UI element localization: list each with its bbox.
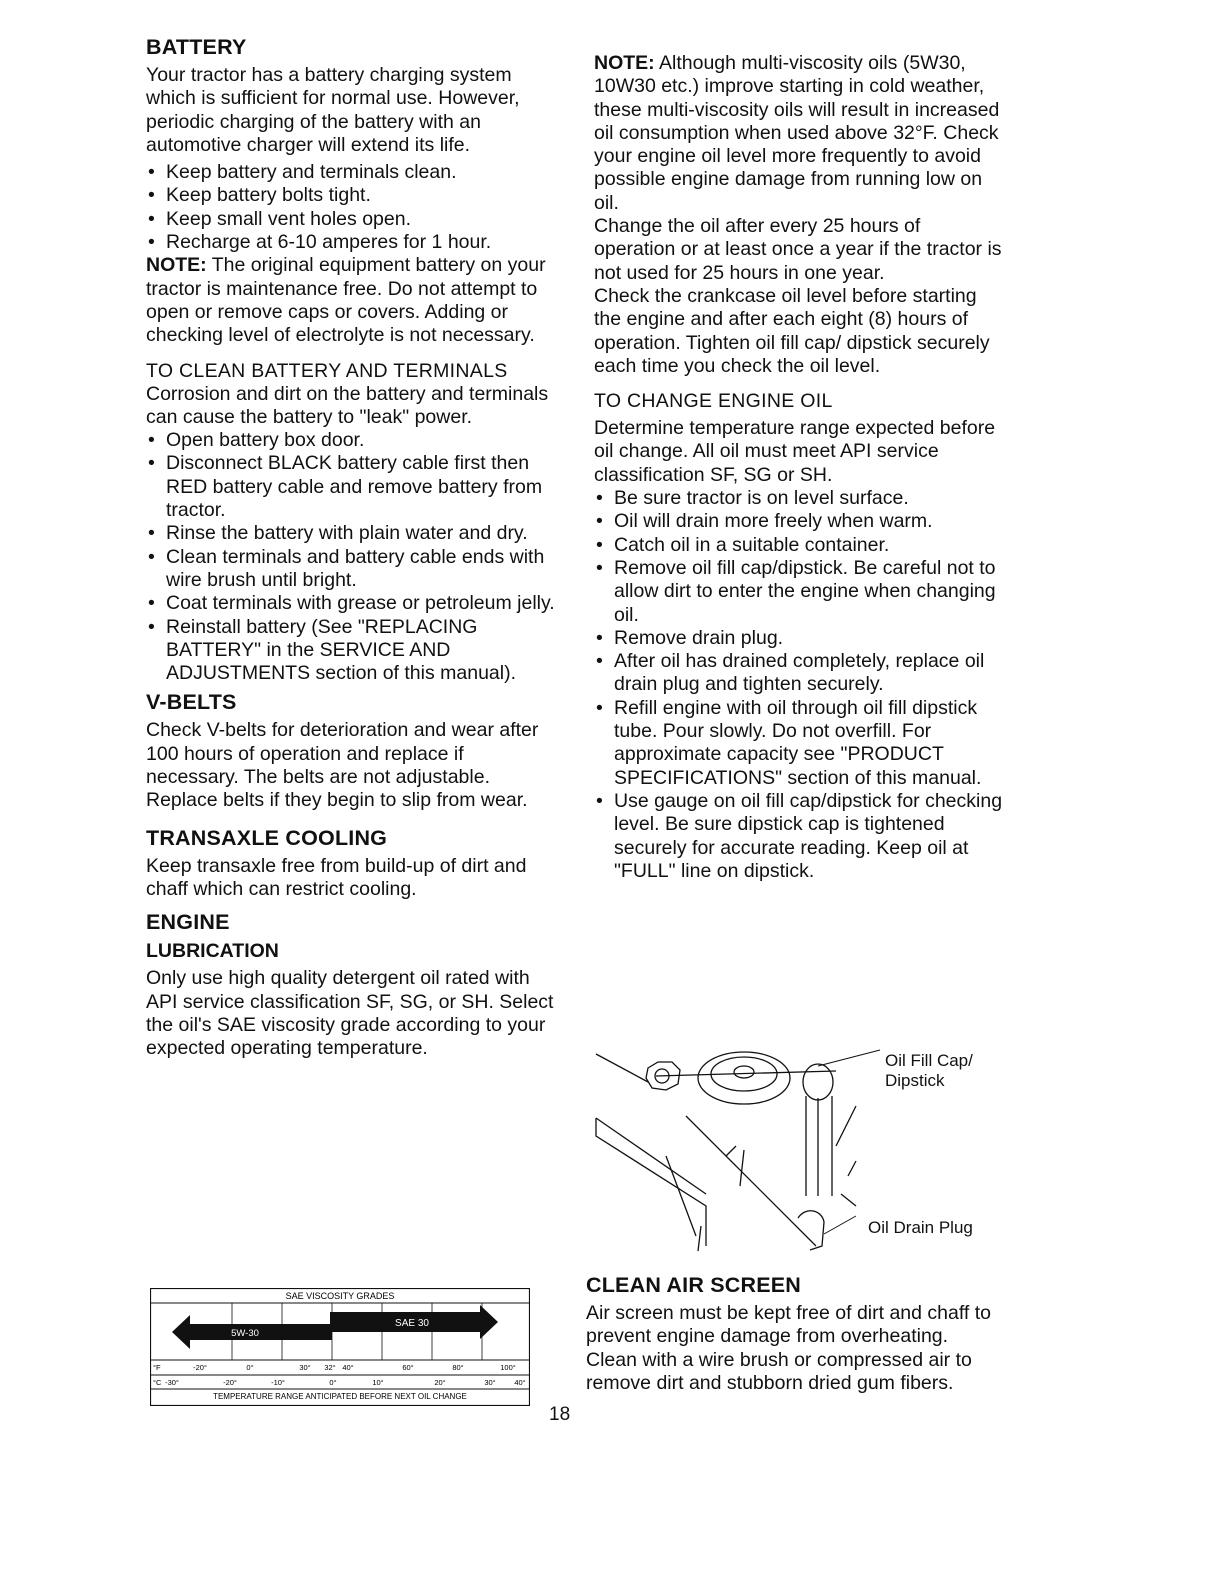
right-column	[594, 34, 1004, 883]
change-oil-intro: Determine temperature range expected before oil change. All oil must meet API service classification SF, SG or SH.	[594, 417, 996, 486]
sae30-label: SAE 30	[395, 1318, 429, 1329]
list-item: • Use gauge on oil fill cap/dipstick for checking level. Be sure dipstick cap is tightened securely for accurate reading. Keep oil at "FULL" line on dipstick.	[594, 790, 1004, 883]
lubrication-text: Only use high quality detergent oil rated with API service classification SF, SG, or SH. Select the oil's SAE viscosity grade according to your expected operating temperature.	[146, 967, 554, 1060]
c-tick: -20°	[223, 1378, 237, 1387]
f-tick: 40°	[342, 1363, 354, 1372]
battery-note	[146, 254, 556, 347]
clean-terminals-heading: TO CLEAN BATTERY AND TERMINALS	[146, 359, 508, 382]
note-text: Although multi-viscosity oils (5W30, 10W30 etc.) improve starting in cold weather, these multi-viscosity oils will result in increased oil consumption when used above 32°F. Check your engine oil level more frequently to avoid possible engine damage from running low on oil.	[594, 52, 1000, 214]
lubrication-heading: LUBRICATION	[146, 940, 279, 963]
list-item: • Coat terminals with grease or petroleum jelly.	[146, 592, 556, 615]
clean-air-section	[586, 1272, 996, 1395]
left-column	[146, 34, 556, 1060]
chart-footer: TEMPERATURE RANGE ANTICIPATED BEFORE NEXT OIL CHANGE	[213, 1392, 467, 1401]
vbelts-heading: V-BELTS	[146, 690, 237, 715]
clean-air-heading: CLEAN AIR SCREEN	[586, 1273, 802, 1297]
list-item: • Keep battery and terminals clean.	[146, 161, 556, 184]
vbelts-text: Check V-belts for deterioration and wear after 100 hours of operation and replace if necessary. The belts are not adjustable. Replace belts if they begin to slip from wear.	[146, 719, 539, 812]
c-tick: 10°	[372, 1378, 384, 1387]
f-unit: °F	[153, 1363, 161, 1372]
f-tick: 0°	[246, 1363, 254, 1372]
note-text: The original equipment battery on your tractor is maintenance free. Do not attempt to open or remove caps or covers. Adding or checking level of electrolyte is not necessary.	[146, 254, 546, 347]
list-item: • Open battery box door.	[146, 429, 556, 452]
list-item: • Be sure tractor is on level surface.	[594, 487, 1004, 510]
chart-frame	[151, 1289, 530, 1406]
change-oil-heading: TO CHANGE ENGINE OIL	[594, 390, 833, 413]
c-tick: 20°	[434, 1378, 446, 1387]
list-item: • After oil has drained completely, replace oil drain plug and tighten securely.	[594, 650, 1004, 697]
note-label: NOTE:	[594, 52, 655, 74]
list-item: • Reinstall battery (See "REPLACING BATTERY" in the SERVICE AND ADJUSTMENTS section of this manual).	[146, 616, 556, 686]
list-item: • Remove oil fill cap/dipstick. Be careful not to allow dirt to enter the engine when changing oil.	[594, 557, 1004, 627]
note-label: NOTE:	[146, 254, 207, 277]
battery-bullet-list	[146, 161, 556, 254]
c-tick: 0°	[329, 1378, 337, 1387]
f-tick: 30°	[299, 1363, 311, 1372]
c-tick: 30°	[484, 1378, 496, 1387]
transaxle-text: Keep transaxle free from build-up of dirt and chaff which can restrict cooling.	[146, 854, 527, 900]
page-number: 18	[549, 1404, 571, 1425]
check-level-text: Check the crankcase oil level before starting the engine and after each eight (8) hours of operation. Tighten oil fill cap/ dipstick securely each time you check the oil level.	[594, 284, 990, 377]
engine-oil-figure	[586, 1046, 996, 1261]
transaxle-heading: TRANSAXLE COOLING	[146, 825, 388, 850]
list-item: • Remove drain plug.	[594, 627, 1004, 650]
5w30-label: 5W-30	[231, 1328, 259, 1339]
list-item: • Oil will drain more freely when warm.	[594, 510, 1004, 533]
clean-air-text: Air screen must be kept free of dirt and chaff to prevent engine damage from overheating. Clean with a wire brush or compressed air to remove dirt and stubborn dried gum fibers.	[586, 1302, 992, 1394]
chart-title: SAE VISCOSITY GRADES	[285, 1291, 395, 1301]
list-item: • Clean terminals and battery cable ends with wire brush until bright.	[146, 546, 556, 593]
c-tick: -30°	[165, 1378, 179, 1387]
f-tick: 100°	[500, 1363, 516, 1372]
f-tick: -20°	[193, 1363, 207, 1372]
list-item: • Catch oil in a suitable container.	[594, 534, 1004, 557]
c-unit: °C	[153, 1378, 162, 1387]
f-tick: 32°	[324, 1363, 336, 1372]
engine-heading: ENGINE	[146, 910, 230, 935]
viscosity-chart	[150, 1288, 530, 1406]
c-tick: 40°	[514, 1378, 526, 1387]
list-item: • Keep small vent holes open.	[146, 208, 556, 231]
battery-intro: Your tractor has a battery charging system which is sufficient for normal use. However, periodic charging of the battery with an automotive charger will extend its life.	[146, 64, 520, 156]
change-oil-bullet-list	[594, 487, 1004, 883]
list-item: • Keep battery bolts tight.	[146, 184, 556, 207]
clean-terminals-bullet-list	[146, 429, 556, 685]
c-tick: -10°	[271, 1378, 285, 1387]
f-tick: 60°	[402, 1363, 414, 1372]
oil-fill-cap-label: Oil Fill Cap/ Dipstick	[885, 1051, 973, 1090]
list-item: • Disconnect BLACK battery cable first then RED battery cable and remove battery from tractor.	[146, 452, 556, 522]
list-item: • Refill engine with oil through oil fill dipstick tube. Pour slowly. Do not overfill. For approximate capacity see "PRODUCT SPECIFICATIONS" section of this manual.	[594, 697, 1004, 790]
multi-viscosity-note	[594, 52, 1004, 215]
list-item: • Recharge at 6-10 amperes for 1 hour.	[146, 231, 556, 254]
oil-drain-plug-label: Oil Drain Plug	[868, 1218, 973, 1237]
change-interval-text: Change the oil after every 25 hours of operation or at least once a year if the tractor is not used for 25 hours in one year.	[594, 215, 1002, 284]
list-item: • Rinse the battery with plain water and dry.	[146, 522, 556, 545]
battery-heading: BATTERY	[146, 35, 247, 59]
f-tick: 80°	[452, 1363, 464, 1372]
clean-terminals-intro: Corrosion and dirt on the battery and terminals can cause the battery to "leak" power.	[146, 382, 549, 428]
